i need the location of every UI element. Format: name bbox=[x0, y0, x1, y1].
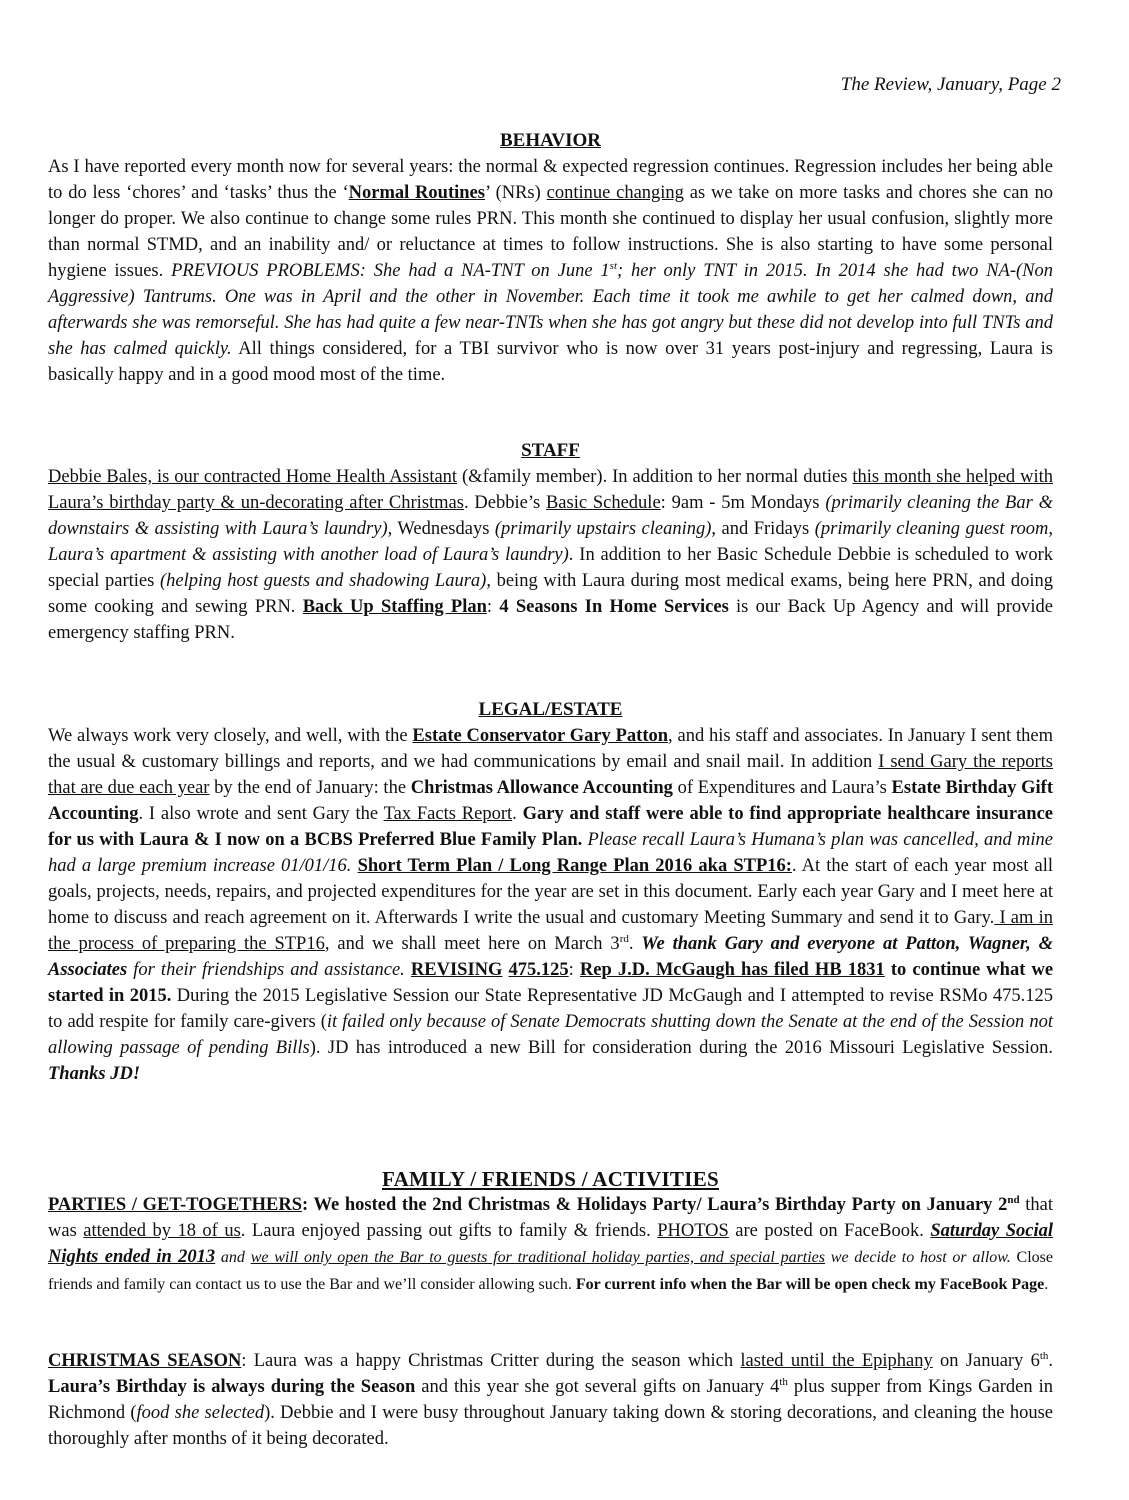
christmas-paragraph bbox=[48, 1348, 1053, 1452]
text-run: : 9am - 5m Mondays bbox=[660, 493, 826, 513]
text-run: All things considered, for a TBI survivor who is now over 31 years post-injury and regressing, Laura is basically happy and in a good mood most of the time. bbox=[48, 339, 1053, 385]
text-run: . bbox=[1044, 1276, 1049, 1293]
text-run: , and we shall meet here on March 3 bbox=[324, 934, 620, 954]
text-run-bold-italic: We thank Gary and everyone at Patton, Wagner, & Associates bbox=[48, 934, 1053, 980]
text-run-bold: 475.125 bbox=[508, 960, 569, 980]
text-run: . Debbie’s bbox=[463, 493, 546, 513]
text-run: , being with Laura during most medical exams, being here PRN, and doing some cooking and sewing PRN. bbox=[48, 571, 1053, 617]
staff-paragraph bbox=[48, 464, 1053, 646]
behavior-paragraph bbox=[48, 154, 1053, 388]
backup-plan-term: Back Up Staffing Plan bbox=[302, 597, 487, 617]
text-run-bold: REVISING bbox=[410, 960, 503, 980]
text-run: ). JD has introduced a new Bill for consideration during the 2016 Missouri Legislative Session. bbox=[309, 1038, 1053, 1058]
behavior-section bbox=[48, 128, 1053, 388]
text-run: that was bbox=[48, 1195, 1053, 1241]
text-run: ). Debbie and I were busy throughout January taking down & storing decorations, and cleaning the house thoroughly after months of it being decorated. bbox=[48, 1403, 1053, 1449]
ordinal-suffix: th bbox=[1039, 1349, 1049, 1362]
legal-section bbox=[48, 697, 1053, 1087]
text-run: and this year she got several gifts on January 4 bbox=[415, 1377, 780, 1397]
parties-paragraph bbox=[48, 1192, 1053, 1298]
ordinal-suffix: nd bbox=[1007, 1193, 1020, 1206]
text-run-underlined: Debbie Bales, is our contracted Home Health Assistant bbox=[48, 467, 458, 487]
ordinal-suffix: st bbox=[609, 259, 618, 272]
family-section bbox=[48, 1166, 1053, 1298]
text-run: . bbox=[1048, 1351, 1054, 1371]
text-run: . I also wrote and sent Gary the bbox=[138, 804, 384, 824]
text-run: . Laura enjoyed passing out gifts to family & friends. bbox=[240, 1221, 658, 1241]
text-run-bold: PARTIES / GET-TOGETHERS bbox=[48, 1195, 303, 1215]
text-run-bold: Estate Birthday Gift Accounting bbox=[48, 778, 1053, 824]
legal-heading: LEGAL/ESTATE bbox=[478, 699, 623, 720]
text-run-bold: to continue what we started in 2015. bbox=[48, 960, 1054, 1006]
text-run-bold: Estate Conservator Gary Patton bbox=[412, 726, 669, 746]
ordinal-suffix: rd bbox=[619, 932, 629, 945]
text-run: ; her only TNT in 2015. In 2014 she had two NA-(Non Aggressive) Tantrums. One was in April and the other in November. Each time it took me awhile to get her calmed down, and afterwards she was remorseful. She has had quite a few near-TNTs when she has got angry but these did not develop into full TNTs and she has calmed quickly. bbox=[48, 261, 1053, 359]
text-run-bold: : We hosted the 2nd Christmas & Holidays Party/ Laura’s Birthday Party on January 2 bbox=[302, 1195, 1008, 1215]
text-run-bold-italic: Thanks JD! bbox=[48, 1064, 141, 1084]
text-run: , Wednesdays bbox=[387, 519, 495, 539]
text-run: as we take on more tasks and chores she can no longer do proper. We also continue to change some rules PRN. This month she continued to display her usual confusion, slightly more than normal STMD, and an inability and/ or reluctance at times to follow instructions. She is also starting to have some personal hygiene issues. bbox=[48, 183, 1053, 281]
basic-schedule-term: Basic Schedule bbox=[545, 493, 661, 513]
text-run: by the end of January: the bbox=[209, 778, 411, 798]
text-run-bold: CHRISTMAS SEASON bbox=[48, 1351, 242, 1371]
text-run-underlined: Tax Facts Report bbox=[383, 804, 513, 824]
text-run-bold: Christmas Allowance Accounting bbox=[410, 778, 673, 798]
text-run-underlined: I send Gary the reports that are due each year bbox=[48, 752, 1054, 798]
continue-changing-phrase: continue changing bbox=[546, 183, 684, 203]
legal-paragraph bbox=[48, 723, 1053, 1087]
text-run-bold: Gary and staff were able to find appropriate healthcare insurance for us with Laura & I now on a BCBS Preferred Blue Family Plan. bbox=[48, 804, 1054, 850]
text-run: , and Fridays bbox=[711, 519, 815, 539]
text-run: . At the start of each year most all goals, projects, needs, repairs, and projected expenditures for the year are set in this document. Early each year Gary and I meet here at home to discuss and reach agreement on it. Afterwards I write the usual and customary Meeting Summary and send it to Gary. bbox=[48, 856, 1054, 928]
text-run: on January 6 bbox=[932, 1351, 1040, 1371]
text-run-underlined: PHOTOS bbox=[657, 1221, 729, 1241]
text-run: of Expenditures and Laura’s bbox=[672, 778, 892, 798]
text-run: : bbox=[568, 960, 580, 980]
text-run-bold: For current info when the Bar will be open check my FaceBook Page bbox=[575, 1276, 1045, 1293]
text-run: is our Back Up Agency and will provide emergency staffing PRN. bbox=[48, 597, 1054, 643]
text-run: PREVIOUS PROBLEMS: She had a NA-TNT on June 1 bbox=[171, 261, 610, 281]
text-run-underlined: I am in the process of preparing the STP16 bbox=[48, 908, 1053, 954]
christmas-section bbox=[48, 1348, 1053, 1452]
text-run: During the 2015 Legislative Session our State Representative JD McGaugh and I attempted to revise RSMo 475.125 to add respite for family care-givers ( bbox=[48, 986, 1053, 1032]
text-run: : Laura was a happy Christmas Critter during the season which bbox=[241, 1351, 741, 1371]
ordinal-suffix: th bbox=[779, 1375, 788, 1388]
text-run-underlined: lasted until the Epiphany bbox=[740, 1351, 933, 1371]
text-run-bold: Rep J.D. McGaugh has filed HB 1831 bbox=[579, 960, 885, 980]
text-run: . bbox=[512, 804, 523, 824]
text-run-bold: Laura’s Birthday is always during the Season bbox=[48, 1377, 416, 1397]
text-run: We always work very closely, and well, with the bbox=[48, 726, 413, 746]
text-run-italic: we decide to host or allow. bbox=[825, 1249, 1011, 1266]
family-heading: FAMILY / FRIENDS / ACTIVITIES bbox=[382, 1167, 719, 1191]
text-run-italic: Please recall Laura’s Humana’s plan was cancelled, and mine had a large premium increase 01/01/16. bbox=[48, 830, 1054, 876]
text-run: ’ (NRs) bbox=[484, 183, 547, 203]
backup-agency-name: 4 Seasons In Home Services bbox=[499, 597, 729, 617]
normal-routines-term: Normal Routines bbox=[348, 183, 485, 203]
text-run: As I have reported every month now for several years: the normal & expected regression continues. Regression includes her being able to do less ‘chores’ and ‘tasks’ thus the ‘ bbox=[48, 157, 1053, 203]
text-run-italic: it failed only because of Senate Democrats shutting down the Senate at the end of the Session not allowing passage of pending Bills bbox=[48, 1012, 1053, 1058]
staff-heading: STAFF bbox=[521, 440, 580, 461]
text-run-bold-italic: Saturday Social Nights ended in 2013 bbox=[48, 1221, 1053, 1267]
behavior-heading: BEHAVIOR bbox=[499, 130, 601, 151]
text-run-underlined: this month she helped with Laura’s birthday party & un-decorating after Christmas bbox=[48, 467, 1054, 513]
text-run: Close friends and family can contact us to use the Bar and we’ll consider allowing such. bbox=[48, 1249, 1053, 1293]
text-run-italic: (primarily upstairs cleaning) bbox=[494, 519, 712, 539]
text-run-italic: for their friendships and assistance. bbox=[127, 960, 405, 980]
text-run: . bbox=[628, 934, 642, 954]
text-run: : bbox=[486, 597, 500, 617]
text-run-italic: food she selected bbox=[136, 1403, 265, 1423]
text-run-bold: Short Term Plan / Long Range Plan 2016 aka STP16: bbox=[357, 856, 792, 876]
staff-section bbox=[48, 438, 1053, 646]
text-run: are posted on FaceBook. bbox=[728, 1221, 931, 1241]
text-run-italic: (primarily cleaning the Bar & downstairs & assisting with Laura’s laundry) bbox=[48, 493, 1053, 539]
running-head: The Review, January, Page 2 bbox=[840, 74, 1061, 95]
text-run: (&family member). In addition to her normal duties bbox=[457, 467, 853, 487]
text-run: . In addition to her Basic Schedule Debbie is scheduled to work special parties bbox=[48, 545, 1053, 591]
text-run-italic: and bbox=[215, 1249, 251, 1266]
text-run-underlined: attended by 18 of us bbox=[83, 1221, 241, 1241]
text-run-italic: (primarily cleaning guest room, Laura’s apartment & assisting with another load of Laura’s laundry) bbox=[48, 519, 1053, 565]
text-run: plus supper from Kings Garden in Richmond ( bbox=[48, 1377, 1053, 1423]
text-run: , and his staff and associates. In January I sent them the usual & customary billings and reports, and we had communications by email and snail mail. In addition bbox=[48, 726, 1053, 772]
text-run-italic: (helping host guests and shadowing Laura) bbox=[159, 571, 487, 591]
text-run-italic: we will only open the Bar to guests for traditional holiday parties, and special parties bbox=[250, 1249, 826, 1266]
